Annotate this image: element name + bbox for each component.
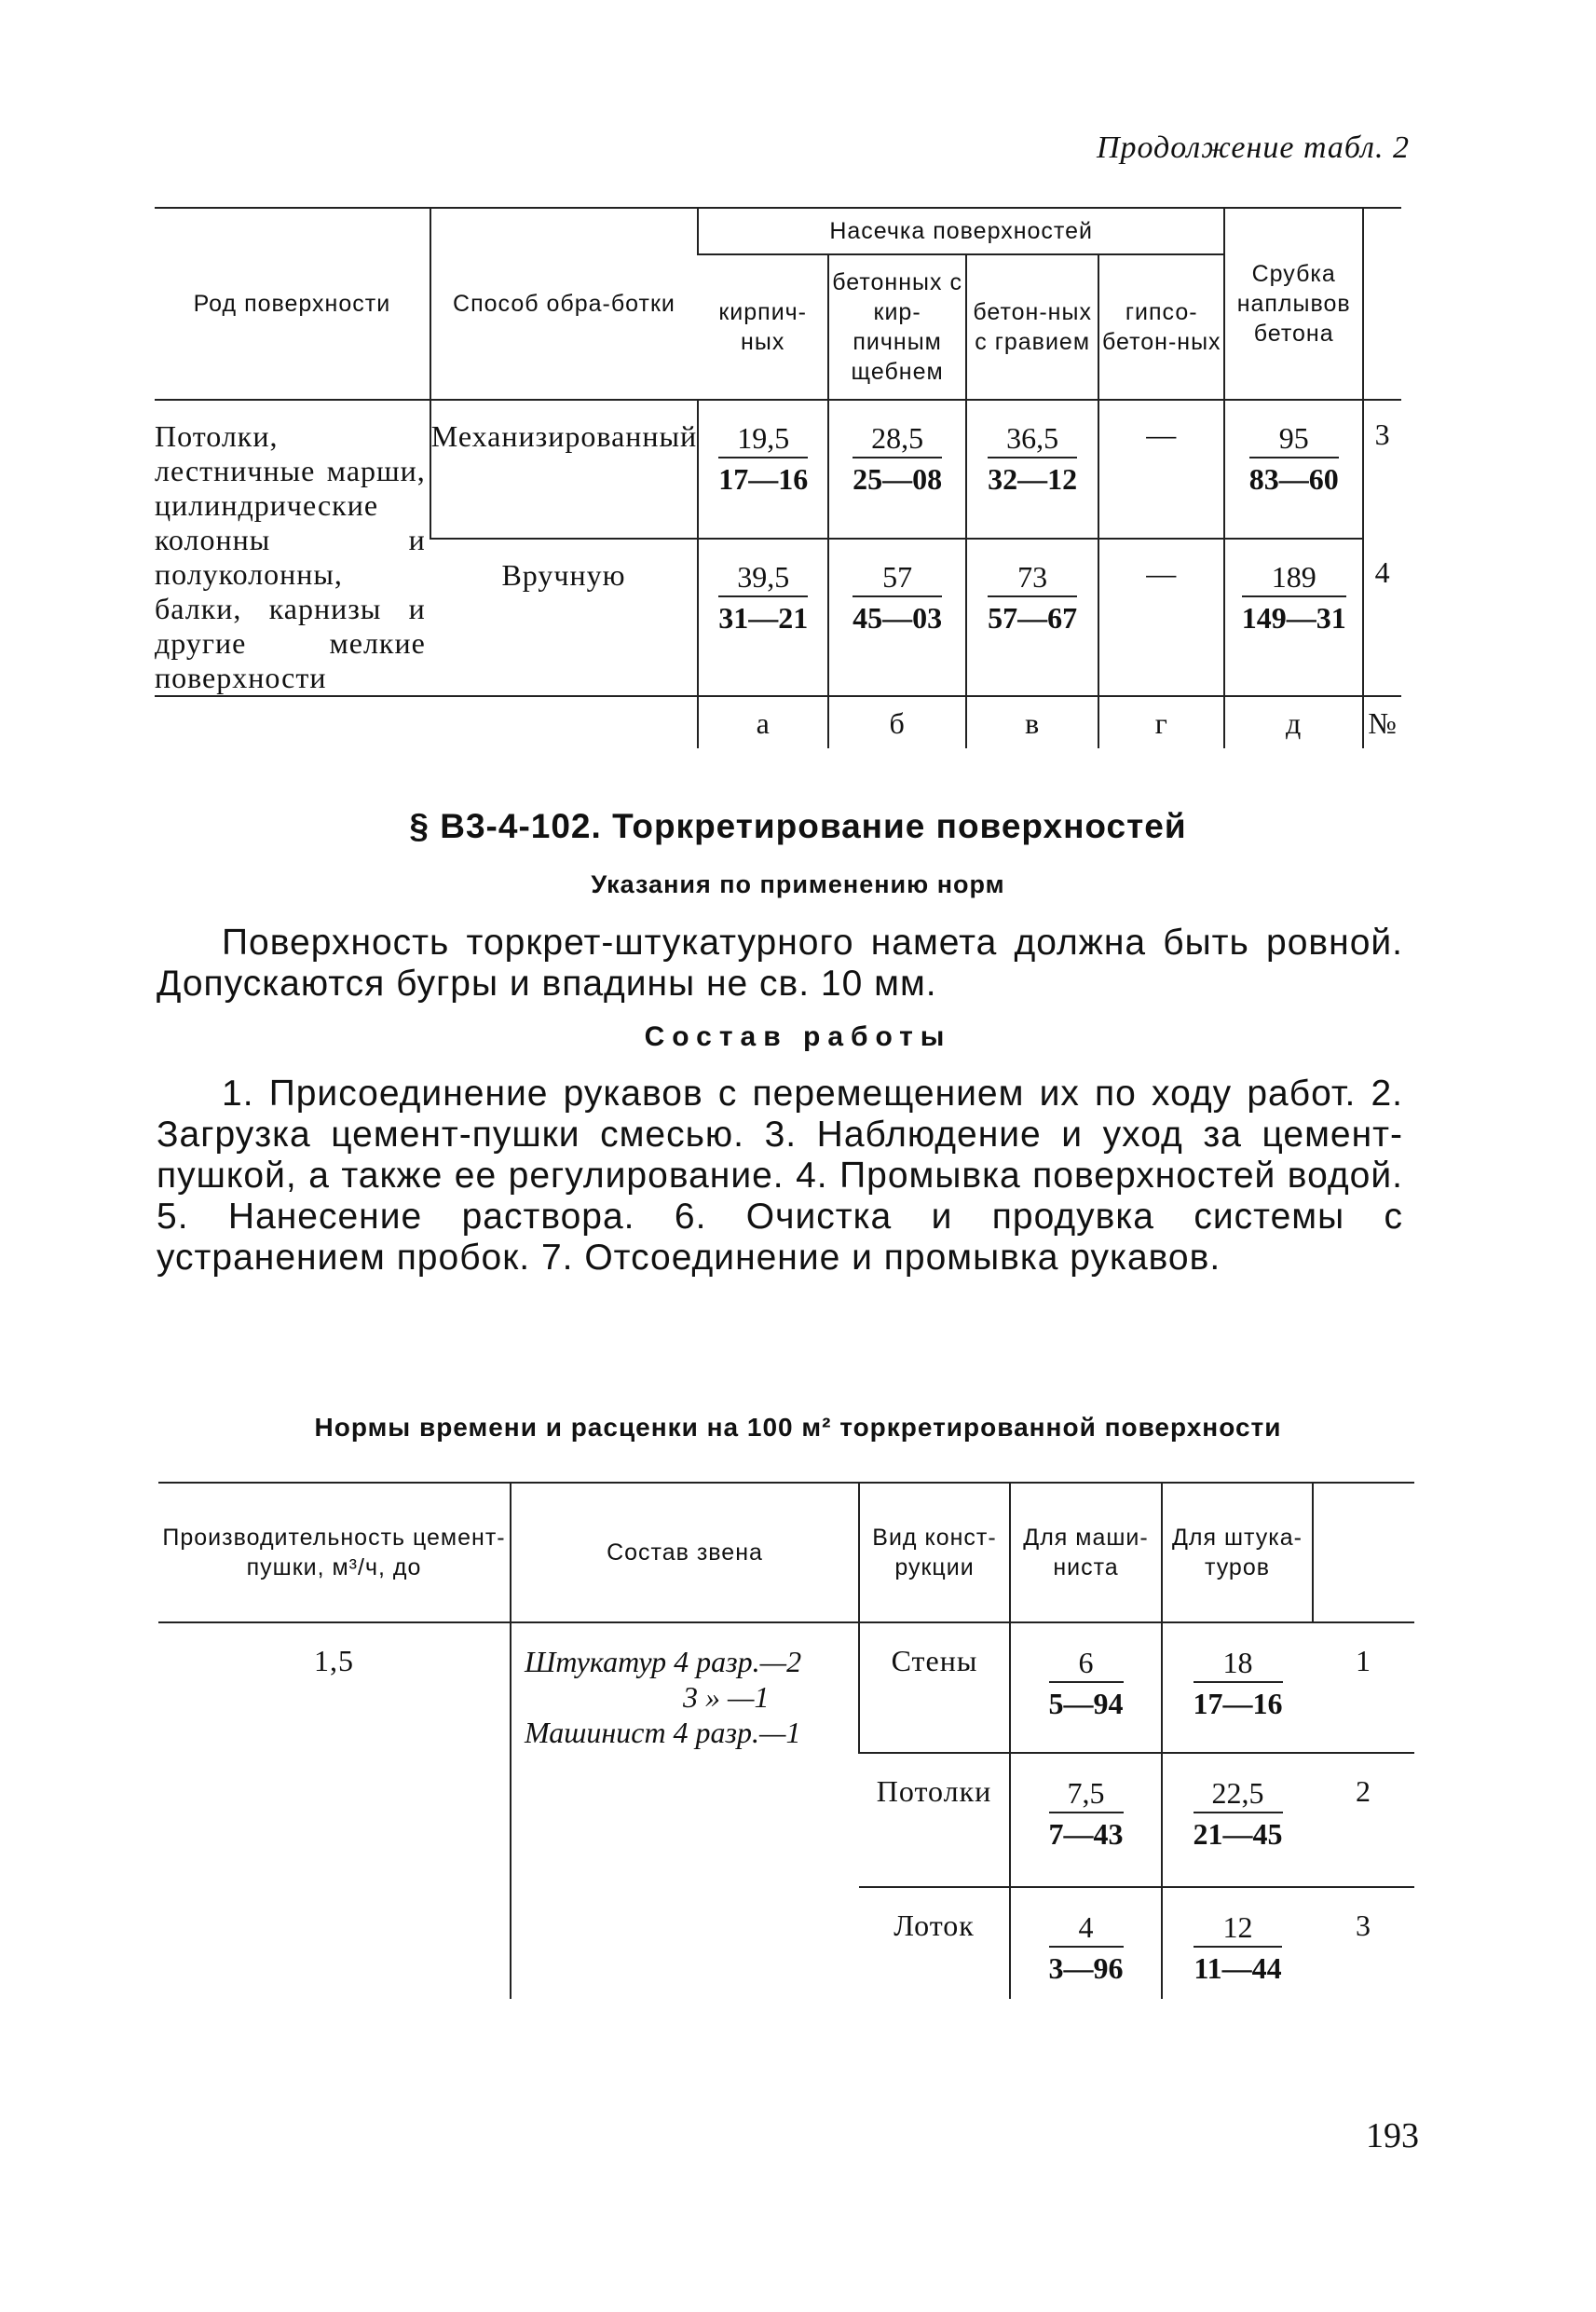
work-paragraph: 1. Присоединение рукавов с перемещением их по ходу работ. 2. Загрузка цемент-пушки смесью. 3. Наблюдение и уход за цемент-пушкой, а также ее регулирование. 4. Промывка поверхностей водой. 5. Нанесение раствора. 6. Очистка и продувка системы с устранением пробок. 7. Отсоединение и промывка рукавов. [157, 1074, 1403, 1278]
row-number: 3 [1363, 400, 1401, 539]
row-number: 2 [1313, 1753, 1414, 1887]
norms-heading: Указания по применению норм [591, 870, 1005, 898]
value-fraction: $\frac{189}{149—31}$ [1241, 560, 1346, 636]
value-fraction: $\frac{36,5}{32—12}$ [988, 421, 1078, 496]
value-fraction: $\frac{28,5}{25—08}$ [853, 421, 943, 496]
table-2 [158, 1482, 1414, 1999]
value-fraction: $\frac{22,5}{21—45}$ [1193, 1776, 1283, 1851]
method-manual: Вручную [430, 539, 698, 696]
header-machinist: Для маши-ниста [1010, 1483, 1162, 1622]
value-fraction: $\frac{73}{57—67}$ [988, 560, 1078, 636]
header-crew: Состав звена [511, 1483, 859, 1622]
surface-description: Потолки, лестничные марши, цилиндрические колонны и полуколонны, балки, карнизы и другие мелкие поверхности [155, 400, 430, 696]
header-notch-group: Насечка поверхностей [698, 208, 1224, 254]
column-letter: в [966, 696, 1098, 748]
row-number: 3 [1356, 1908, 1371, 1942]
value-fraction: $\frac{4}{3—96}$ [1048, 1910, 1124, 1985]
row-number: 4 [1363, 539, 1401, 696]
header-method: Способ обра-ботки [430, 208, 698, 400]
value-fraction: $\frac{7,5}{7—43}$ [1048, 1776, 1124, 1851]
table-2-title: Нормы времени и расценки на 100 м² торкретированной поверхности [314, 1413, 1282, 1442]
header-chipping: Срубка наплывов бетона [1224, 208, 1363, 400]
column-letter: а [698, 696, 828, 748]
construction-type: Потолки [859, 1753, 1010, 1887]
value-fraction: $\frac{19,5}{17—16}$ [718, 421, 809, 496]
value-fraction: $\frac{39,5}{31—21}$ [718, 560, 809, 636]
header-gypsum: гипсо-бетон-ных [1098, 254, 1224, 400]
value-fraction: $\frac{95}{83—60}$ [1248, 421, 1339, 496]
column-letter: б [828, 696, 966, 748]
value-fraction: $\frac{12}{11—44}$ [1194, 1910, 1282, 1985]
value-fraction: $\frac{6}{5—94}$ [1048, 1646, 1124, 1720]
page-number: 193 [1366, 2116, 1419, 2155]
row-number: 1 [1313, 1622, 1414, 1753]
crew-list [511, 1622, 859, 1999]
header-construction: Вид конст-рукции [859, 1483, 1010, 1622]
construction-type: Стены [859, 1622, 1010, 1753]
header-concrete-brick: бетонных с кир-пичным щебнем [828, 254, 966, 400]
productivity-value: 1,5 [314, 1644, 354, 1677]
value-fraction: $\frac{57}{45—03}$ [853, 560, 943, 636]
value-dash: — [1098, 400, 1224, 539]
column-number-sign: № [1363, 696, 1401, 748]
value-dash: — [1098, 539, 1224, 696]
crew-line: Машинист 4 разр.—1 [525, 1716, 801, 1749]
column-letter: д [1224, 696, 1363, 748]
header-concrete-gravel: бетон-ных с гравием [966, 254, 1098, 400]
section-title: § В3-4-102. Торкретирование поверхностей [409, 807, 1187, 845]
header-plasterers: Для штука-туров [1162, 1483, 1313, 1622]
continuation-label: Продолжение табл. 2 [1096, 130, 1410, 165]
value-fraction: $\frac{18}{17—16}$ [1193, 1646, 1283, 1720]
table-1 [155, 207, 1401, 748]
method-mechanized: Механизированный [430, 400, 698, 539]
norms-paragraph: Поверхность торкрет-штукатурного намета должна быть ровной. Допускаются бугры и впадины не св. 10 мм. [157, 923, 1403, 1004]
crew-line: Штукатур 4 разр.—2 [525, 1645, 802, 1678]
construction-type: Лоток [893, 1908, 975, 1942]
column-letter: г [1098, 696, 1224, 748]
header-surface-type: Род поверхности [155, 208, 430, 400]
work-heading: Состав работы [644, 1021, 952, 1052]
header-productivity: Производительность цемент-пушки, м³/ч, до [158, 1483, 511, 1622]
header-brick: кирпич-ных [698, 254, 828, 400]
crew-line: 3 » —1 [683, 1680, 770, 1714]
